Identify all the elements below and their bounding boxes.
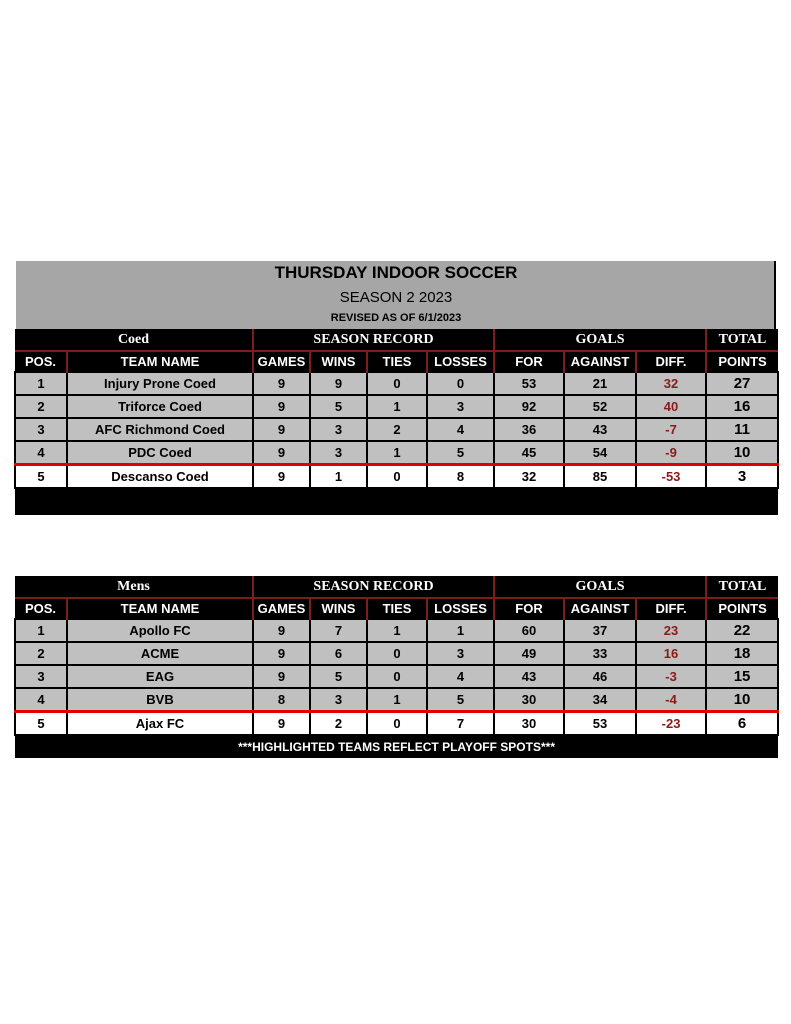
goal-diff-cell: 16 bbox=[636, 642, 706, 665]
playoff-note-row bbox=[15, 735, 778, 758]
wins-cell: 3 bbox=[310, 441, 367, 465]
col-for: FOR bbox=[494, 351, 564, 372]
goals-against-cell: 37 bbox=[564, 619, 636, 642]
total-header: TOTAL bbox=[706, 576, 778, 598]
table-row bbox=[15, 395, 778, 418]
total-header: TOTAL bbox=[706, 329, 778, 351]
table-row bbox=[15, 418, 778, 441]
goals-against-cell: 46 bbox=[564, 665, 636, 688]
games-cell: 9 bbox=[253, 418, 310, 441]
goals-for-cell: 36 bbox=[494, 418, 564, 441]
team-name-cell: Triforce Coed bbox=[67, 395, 253, 418]
pos-cell: 2 bbox=[15, 642, 67, 665]
col-pos: POS. bbox=[15, 598, 67, 619]
col-ties: TIES bbox=[367, 598, 427, 619]
ties-cell: 1 bbox=[367, 395, 427, 418]
ties-cell: 1 bbox=[367, 619, 427, 642]
coed-footer-bar bbox=[15, 488, 778, 515]
goals-for-cell: 32 bbox=[494, 465, 564, 489]
goals-for-cell: 92 bbox=[494, 395, 564, 418]
games-cell: 9 bbox=[253, 642, 310, 665]
col-points: POINTS bbox=[706, 598, 778, 619]
losses-cell: 7 bbox=[427, 712, 494, 736]
points-cell: 10 bbox=[706, 688, 778, 712]
goals-for-cell: 53 bbox=[494, 372, 564, 395]
pos-cell: 3 bbox=[15, 418, 67, 441]
col-ties: TIES bbox=[367, 351, 427, 372]
points-cell: 3 bbox=[706, 465, 778, 489]
team-name-cell: ACME bbox=[67, 642, 253, 665]
games-cell: 9 bbox=[253, 441, 310, 465]
team-name-cell: BVB bbox=[67, 688, 253, 712]
games-cell: 9 bbox=[253, 619, 310, 642]
team-name-cell: AFC Richmond Coed bbox=[67, 418, 253, 441]
wins-cell: 3 bbox=[310, 688, 367, 712]
losses-cell: 3 bbox=[427, 395, 494, 418]
goals-against-cell: 85 bbox=[564, 465, 636, 489]
goals-against-cell: 43 bbox=[564, 418, 636, 441]
points-cell: 11 bbox=[706, 418, 778, 441]
goals-against-cell: 34 bbox=[564, 688, 636, 712]
pos-cell: 1 bbox=[15, 372, 67, 395]
losses-cell: 3 bbox=[427, 642, 494, 665]
goals-for-cell: 43 bbox=[494, 665, 564, 688]
wins-cell: 1 bbox=[310, 465, 367, 489]
mens-rows bbox=[15, 619, 778, 735]
table-row bbox=[15, 642, 778, 665]
points-cell: 18 bbox=[706, 642, 778, 665]
table-row bbox=[15, 465, 778, 489]
season-label: SEASON 2 2023 bbox=[339, 289, 453, 306]
goal-diff-cell: 23 bbox=[636, 619, 706, 642]
col-diff: DIFF. bbox=[636, 598, 706, 619]
goals-against-cell: 53 bbox=[564, 712, 636, 736]
col-games: GAMES bbox=[253, 351, 310, 372]
team-name-cell: Ajax FC bbox=[67, 712, 253, 736]
ties-cell: 1 bbox=[367, 441, 427, 465]
col-for: FOR bbox=[494, 598, 564, 619]
points-cell: 6 bbox=[706, 712, 778, 736]
team-name-cell: Descanso Coed bbox=[67, 465, 253, 489]
goal-diff-cell: 40 bbox=[636, 395, 706, 418]
mens-column-headers bbox=[15, 598, 778, 619]
team-name-cell: EAG bbox=[67, 665, 253, 688]
losses-cell: 5 bbox=[427, 688, 494, 712]
team-name-cell: Injury Prone Coed bbox=[67, 372, 253, 395]
col-pos: POS. bbox=[15, 351, 67, 372]
goal-diff-cell: -4 bbox=[636, 688, 706, 712]
col-losses: LOSSES bbox=[427, 598, 494, 619]
goals-against-cell: 21 bbox=[564, 372, 636, 395]
pos-cell: 3 bbox=[15, 665, 67, 688]
table-row bbox=[15, 712, 778, 736]
losses-cell: 8 bbox=[427, 465, 494, 489]
ties-cell: 1 bbox=[367, 688, 427, 712]
col-against: AGAINST bbox=[564, 351, 636, 372]
wins-cell: 7 bbox=[310, 619, 367, 642]
ties-cell: 0 bbox=[367, 372, 427, 395]
ties-cell: 2 bbox=[367, 418, 427, 441]
col-wins: WINS bbox=[310, 598, 367, 619]
col-games: GAMES bbox=[253, 598, 310, 619]
games-cell: 8 bbox=[253, 688, 310, 712]
losses-cell: 0 bbox=[427, 372, 494, 395]
team-name-cell: Apollo FC bbox=[67, 619, 253, 642]
wins-cell: 5 bbox=[310, 395, 367, 418]
games-cell: 9 bbox=[253, 465, 310, 489]
wins-cell: 2 bbox=[310, 712, 367, 736]
goals-against-cell: 33 bbox=[564, 642, 636, 665]
games-cell: 9 bbox=[253, 372, 310, 395]
ties-cell: 0 bbox=[367, 642, 427, 665]
points-cell: 22 bbox=[706, 619, 778, 642]
losses-cell: 4 bbox=[427, 418, 494, 441]
goals-against-cell: 54 bbox=[564, 441, 636, 465]
goals-header: GOALS bbox=[494, 329, 706, 351]
goal-diff-cell: -53 bbox=[636, 465, 706, 489]
col-points: POINTS bbox=[706, 351, 778, 372]
col-losses: LOSSES bbox=[427, 351, 494, 372]
table-row bbox=[15, 372, 778, 395]
table-row bbox=[15, 441, 778, 465]
pos-cell: 4 bbox=[15, 688, 67, 712]
wins-cell: 9 bbox=[310, 372, 367, 395]
table-row bbox=[15, 665, 778, 688]
goals-for-cell: 30 bbox=[494, 688, 564, 712]
goals-for-cell: 45 bbox=[494, 441, 564, 465]
col-diff: DIFF. bbox=[636, 351, 706, 372]
goals-for-cell: 60 bbox=[494, 619, 564, 642]
standings-header bbox=[16, 261, 776, 329]
coed-division-label: Coed bbox=[15, 329, 253, 351]
wins-cell: 5 bbox=[310, 665, 367, 688]
mens-section-header bbox=[15, 576, 778, 598]
losses-cell: 1 bbox=[427, 619, 494, 642]
games-cell: 9 bbox=[253, 665, 310, 688]
col-wins: WINS bbox=[310, 351, 367, 372]
ties-cell: 0 bbox=[367, 465, 427, 489]
points-cell: 16 bbox=[706, 395, 778, 418]
points-cell: 27 bbox=[706, 372, 778, 395]
coed-standings-table bbox=[14, 329, 779, 515]
goal-diff-cell: -9 bbox=[636, 441, 706, 465]
revised-date: REVISED AS OF 6/1/2023 bbox=[330, 312, 462, 324]
goals-for-cell: 49 bbox=[494, 642, 564, 665]
pos-cell: 2 bbox=[15, 395, 67, 418]
table-row bbox=[15, 688, 778, 712]
points-cell: 15 bbox=[706, 665, 778, 688]
pos-cell: 5 bbox=[15, 465, 67, 489]
table-row bbox=[15, 619, 778, 642]
coed-section-header bbox=[15, 329, 778, 351]
season-record-header: SEASON RECORD bbox=[253, 329, 494, 351]
losses-cell: 4 bbox=[427, 665, 494, 688]
mens-standings-table bbox=[14, 576, 779, 758]
coed-column-headers bbox=[15, 351, 778, 372]
wins-cell: 3 bbox=[310, 418, 367, 441]
ties-cell: 0 bbox=[367, 712, 427, 736]
points-cell: 10 bbox=[706, 441, 778, 465]
wins-cell: 6 bbox=[310, 642, 367, 665]
pos-cell: 4 bbox=[15, 441, 67, 465]
mens-division-label: Mens bbox=[15, 576, 253, 598]
col-team-name: TEAM NAME bbox=[67, 351, 253, 372]
goals-for-cell: 30 bbox=[494, 712, 564, 736]
games-cell: 9 bbox=[253, 712, 310, 736]
season-record-header: SEASON RECORD bbox=[253, 576, 494, 598]
goal-diff-cell: 32 bbox=[636, 372, 706, 395]
playoff-note: ***HIGHLIGHTED TEAMS REFLECT PLAYOFF SPOTS*** bbox=[15, 735, 778, 758]
ties-cell: 0 bbox=[367, 665, 427, 688]
page-title: THURSDAY INDOOR SOCCER bbox=[274, 263, 518, 282]
losses-cell: 5 bbox=[427, 441, 494, 465]
coed-rows bbox=[15, 372, 778, 488]
games-cell: 9 bbox=[253, 395, 310, 418]
goal-diff-cell: -23 bbox=[636, 712, 706, 736]
pos-cell: 1 bbox=[15, 619, 67, 642]
col-against: AGAINST bbox=[564, 598, 636, 619]
goals-header: GOALS bbox=[494, 576, 706, 598]
pos-cell: 5 bbox=[15, 712, 67, 736]
col-team-name: TEAM NAME bbox=[67, 598, 253, 619]
team-name-cell: PDC Coed bbox=[67, 441, 253, 465]
goal-diff-cell: -3 bbox=[636, 665, 706, 688]
goal-diff-cell: -7 bbox=[636, 418, 706, 441]
goals-against-cell: 52 bbox=[564, 395, 636, 418]
